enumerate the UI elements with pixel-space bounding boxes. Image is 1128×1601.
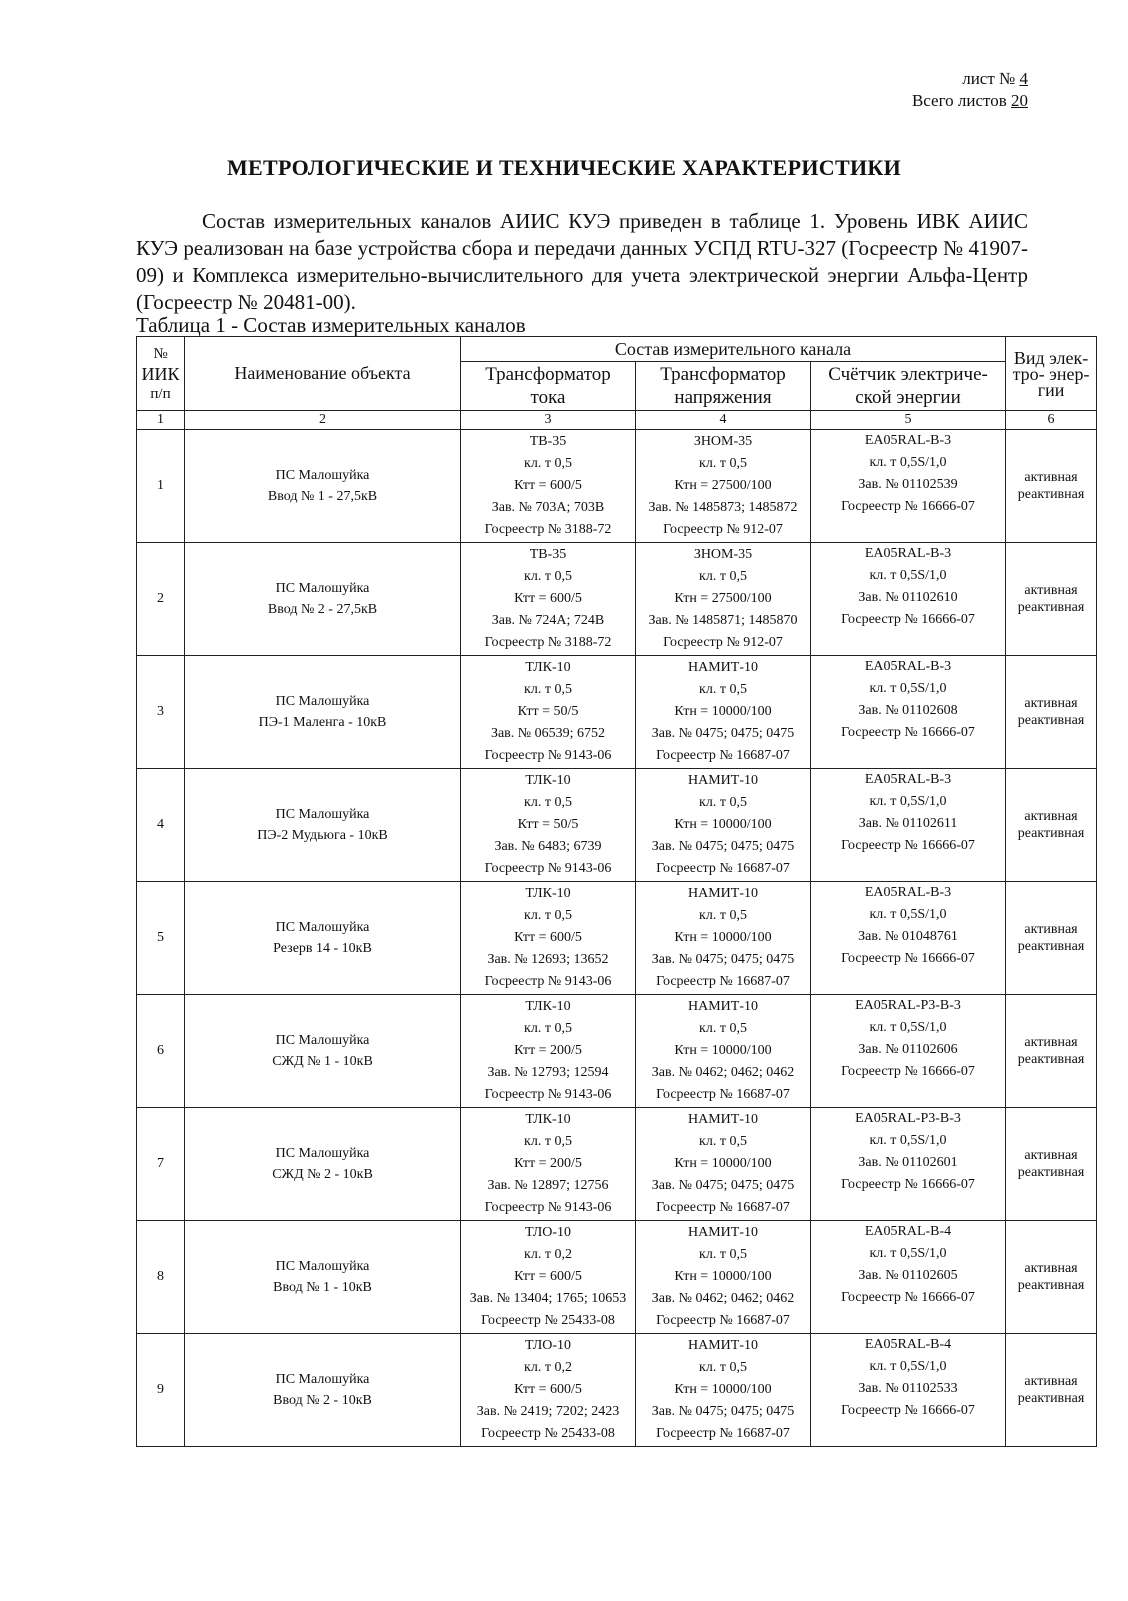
energy-kind <box>1006 656 1097 769</box>
ct-line: Зав. № 12793; 12594 <box>487 1065 609 1080</box>
column-number-row <box>137 411 1097 430</box>
meter-line: Зав. № 01048761 <box>858 929 958 944</box>
table-row <box>137 656 1097 769</box>
header-object: Наименование объекта <box>185 337 461 411</box>
ct-cell <box>461 769 636 882</box>
energy-kind-line: реактивная <box>1017 1391 1085 1406</box>
ct-line: ТЛК-10 <box>525 1112 571 1127</box>
object-line: Ввод № 2 - 10кВ <box>273 1393 372 1408</box>
energy-kind-line: активная <box>1024 922 1078 937</box>
vt-line: НАМИТ-10 <box>688 999 758 1014</box>
ct-cell <box>461 656 636 769</box>
vt-line: Зав. № 0462; 0462; 0462 <box>651 1065 795 1080</box>
table-row <box>137 543 1097 656</box>
meter-line: кл. т 0,5S/1,0 <box>869 1359 947 1374</box>
object-line: ПС Малошуйка <box>275 1372 370 1387</box>
vt-line: кл. т 0,5 <box>699 1247 747 1262</box>
object-name <box>185 882 461 995</box>
object-line: ПС Малошуйка <box>275 1146 370 1161</box>
vt-line: НАМИТ-10 <box>688 1112 758 1127</box>
meter-line: EA05RAL-B-3 <box>864 772 952 787</box>
table-row <box>137 1334 1097 1447</box>
meter-cell <box>811 430 1006 543</box>
ct-line: кл. т 0,5 <box>524 1134 572 1149</box>
ct-line: Госреестр № 9143-06 <box>484 748 612 763</box>
meter-line: Зав. № 01102539 <box>858 477 958 492</box>
vt-line: Зав. № 0475; 0475; 0475 <box>651 1178 795 1193</box>
vt-line: Госреестр № 16687-07 <box>656 1200 790 1215</box>
vt-line: Госреестр № 16687-07 <box>656 1313 790 1328</box>
object-line: Резерв 14 - 10кВ <box>273 941 372 956</box>
meter-cell <box>811 1334 1006 1447</box>
vt-cell <box>636 543 811 656</box>
ct-line: кл. т 0,5 <box>524 569 572 584</box>
ct-line: ТЛК-10 <box>525 660 571 675</box>
vt-line: Зав. № 1485871; 1485870 <box>648 613 798 628</box>
ct-line: Ктт = 600/5 <box>514 478 582 493</box>
energy-kind-line: реактивная <box>1017 1278 1085 1293</box>
header-vt: Трансформатор напряжения <box>636 362 811 411</box>
vt-line: Госреестр № 16687-07 <box>656 974 790 989</box>
object-name <box>185 769 461 882</box>
energy-kind-line: реактивная <box>1017 1165 1085 1180</box>
ct-line: Госреестр № 9143-06 <box>484 1200 612 1215</box>
meter-cell <box>811 769 1006 882</box>
ct-line: кл. т 0,5 <box>524 1021 572 1036</box>
energy-kind <box>1006 882 1097 995</box>
vt-line: Госреестр № 912-07 <box>663 635 783 650</box>
energy-kind-line: реактивная <box>1017 1052 1085 1067</box>
energy-kind-line: реактивная <box>1017 600 1085 615</box>
energy-kind-line: активная <box>1024 1374 1078 1389</box>
ct-cell <box>461 1221 636 1334</box>
ct-line: Ктт = 50/5 <box>517 817 579 832</box>
header-num: № ИИК п/п <box>137 337 185 411</box>
meter-line: Госреестр № 16666-07 <box>841 499 975 514</box>
ct-line: ТЛК-10 <box>525 886 571 901</box>
table-row <box>137 995 1097 1108</box>
vt-line: Ктн = 10000/100 <box>674 1382 772 1397</box>
meter-cell <box>811 995 1006 1108</box>
meter-cell <box>811 543 1006 656</box>
col-number: 2 <box>185 411 461 430</box>
row-number: 1 <box>137 430 185 543</box>
energy-kind-line: активная <box>1024 1261 1078 1276</box>
col-number: 4 <box>636 411 811 430</box>
col-number: 6 <box>1006 411 1097 430</box>
col-number: 1 <box>137 411 185 430</box>
energy-kind-line: активная <box>1024 1035 1078 1050</box>
vt-line: Зав. № 0475; 0475; 0475 <box>651 1404 795 1419</box>
vt-line: кл. т 0,5 <box>699 795 747 810</box>
vt-line: Ктн = 10000/100 <box>674 1156 772 1171</box>
ct-line: Госреестр № 25433-08 <box>481 1426 615 1441</box>
meter-line: EA05RAL-B-3 <box>864 885 952 900</box>
vt-line: Ктн = 27500/100 <box>674 591 772 606</box>
table-row <box>137 430 1097 543</box>
vt-line: НАМИТ-10 <box>688 1225 758 1240</box>
ct-line: Зав. № 703А; 703В <box>491 500 605 515</box>
table-row <box>137 882 1097 995</box>
meter-line: кл. т 0,5S/1,0 <box>869 794 947 809</box>
object-line: СЖД № 2 - 10кВ <box>272 1167 373 1182</box>
meter-cell <box>811 1108 1006 1221</box>
meter-line: EA05RAL-B-3 <box>864 659 952 674</box>
meter-line: EA05RAL-B-4 <box>864 1337 952 1352</box>
ct-line: Ктт = 200/5 <box>514 1156 582 1171</box>
energy-kind <box>1006 430 1097 543</box>
object-name <box>185 1334 461 1447</box>
header-energy-kind: Вид элек- тро- энер- гии <box>1006 337 1097 411</box>
vt-line: кл. т 0,5 <box>699 1021 747 1036</box>
energy-kind-line: активная <box>1024 1148 1078 1163</box>
ct-line: Ктт = 600/5 <box>514 591 582 606</box>
meter-line: EA05RAL-B-4 <box>864 1224 952 1239</box>
ct-line: кл. т 0,2 <box>524 1247 572 1262</box>
ct-line: Госреестр № 9143-06 <box>484 861 612 876</box>
meter-line: Зав. № 01102606 <box>858 1042 958 1057</box>
vt-line: Ктн = 10000/100 <box>674 1043 772 1058</box>
energy-kind-line: активная <box>1024 583 1078 598</box>
object-name <box>185 656 461 769</box>
energy-kind <box>1006 1108 1097 1221</box>
ct-line: кл. т 0,5 <box>524 908 572 923</box>
header-meter: Счётчик электриче- ской энергии <box>811 362 1006 411</box>
vt-line: Ктн = 10000/100 <box>674 704 772 719</box>
ct-line: Зав. № 13404; 1765; 10653 <box>469 1291 627 1306</box>
object-line: ПЭ-1 Маленга - 10кВ <box>258 715 387 730</box>
energy-kind-line: реактивная <box>1017 939 1085 954</box>
vt-line: кл. т 0,5 <box>699 569 747 584</box>
ct-line: Госреестр № 3188-72 <box>484 635 612 650</box>
row-number: 7 <box>137 1108 185 1221</box>
intro-paragraph: Состав измерительных каналов АИИС КУЭ приведен в таблице 1. Уровень ИВК АИИС КУЭ реализован на базе устройства сбора и передачи данных УСПД RTU-327 (Госреестр № 41907-09) и Комплекса измерительно-вычислительного для учета электрической энергии Альфа-Центр (Госреестр № 20481-00). <box>136 209 1028 314</box>
meter-line: Госреестр № 16666-07 <box>841 1064 975 1079</box>
object-name <box>185 543 461 656</box>
vt-line: кл. т 0,5 <box>699 456 747 471</box>
meter-line: Зав. № 01102611 <box>858 816 958 831</box>
meter-line: Госреестр № 16666-07 <box>841 725 975 740</box>
vt-line: НАМИТ-10 <box>688 773 758 788</box>
vt-line: кл. т 0,5 <box>699 1134 747 1149</box>
energy-kind <box>1006 769 1097 882</box>
meter-cell <box>811 1221 1006 1334</box>
vt-line: Зав. № 0462; 0462; 0462 <box>651 1291 795 1306</box>
ct-line: Зав. № 12897; 12756 <box>487 1178 609 1193</box>
vt-line: НАМИТ-10 <box>688 1338 758 1353</box>
page-title: МЕТРОЛОГИЧЕСКИЕ И ТЕХНИЧЕСКИЕ ХАРАКТЕРИСТИКИ <box>226 155 902 180</box>
row-number: 4 <box>137 769 185 882</box>
object-line: ПС Малошуйка <box>275 920 370 935</box>
vt-line: Зав. № 0475; 0475; 0475 <box>651 726 795 741</box>
row-number: 5 <box>137 882 185 995</box>
col-number: 5 <box>811 411 1006 430</box>
ct-line: кл. т 0,5 <box>524 456 572 471</box>
row-number: 9 <box>137 1334 185 1447</box>
vt-cell <box>636 882 811 995</box>
vt-line: ЗНОМ-35 <box>693 547 753 562</box>
ct-line: кл. т 0,5 <box>524 795 572 810</box>
vt-cell <box>636 1221 811 1334</box>
vt-line: Ктн = 10000/100 <box>674 930 772 945</box>
sheet-number-line: лист № 4 <box>962 69 1028 88</box>
object-line: ПС Малошуйка <box>275 1259 370 1274</box>
sheet-info <box>912 68 1028 112</box>
meter-line: кл. т 0,5S/1,0 <box>869 1133 947 1148</box>
meter-line: кл. т 0,5S/1,0 <box>869 907 947 922</box>
ct-cell <box>461 995 636 1108</box>
meter-line: EA05RAL-P3-B-3 <box>855 998 961 1013</box>
meter-line: Госреестр № 16666-07 <box>841 1290 975 1305</box>
ct-line: Госреестр № 3188-72 <box>484 522 612 537</box>
table-body <box>137 430 1097 1447</box>
ct-line: Ктт = 50/5 <box>517 704 579 719</box>
vt-line: НАМИТ-10 <box>688 660 758 675</box>
ct-line: кл. т 0,2 <box>524 1360 572 1375</box>
vt-line: Госреестр № 16687-07 <box>656 748 790 763</box>
row-number: 6 <box>137 995 185 1108</box>
ct-line: Ктт = 200/5 <box>514 1043 582 1058</box>
ct-line: ТВ-35 <box>529 547 567 562</box>
vt-cell <box>636 1334 811 1447</box>
energy-kind-line: реактивная <box>1017 826 1085 841</box>
energy-kind-line: активная <box>1024 470 1078 485</box>
vt-line: Ктн = 27500/100 <box>674 478 772 493</box>
object-name <box>185 430 461 543</box>
ct-line: Госреестр № 9143-06 <box>484 1087 612 1102</box>
ct-line: Зав. № 6483; 6739 <box>494 839 602 854</box>
object-line: ПС Малошуйка <box>275 807 370 822</box>
meter-line: Зав. № 01102608 <box>858 703 958 718</box>
sheet-number: 4 <box>1019 69 1028 88</box>
vt-cell <box>636 656 811 769</box>
vt-cell <box>636 995 811 1108</box>
channels-table <box>136 336 1097 1447</box>
object-name <box>185 1221 461 1334</box>
meter-line: Госреестр № 16666-07 <box>841 612 975 627</box>
object-name <box>185 1108 461 1221</box>
ct-cell <box>461 430 636 543</box>
row-number: 3 <box>137 656 185 769</box>
vt-line: НАМИТ-10 <box>688 886 758 901</box>
energy-kind-line: активная <box>1024 809 1078 824</box>
meter-line: кл. т 0,5S/1,0 <box>869 568 947 583</box>
meter-line: Зав. № 01102610 <box>858 590 958 605</box>
meter-line: Госреестр № 16666-07 <box>841 951 975 966</box>
table-row <box>137 769 1097 882</box>
meter-line: Зав. № 01102533 <box>858 1381 958 1396</box>
ct-line: Госреестр № 9143-06 <box>484 974 612 989</box>
ct-line: Госреестр № 25433-08 <box>481 1313 615 1328</box>
vt-line: кл. т 0,5 <box>699 682 747 697</box>
ct-line: Ктт = 600/5 <box>514 1269 582 1284</box>
meter-line: Зав. № 01102605 <box>858 1268 958 1283</box>
meter-cell <box>811 882 1006 995</box>
meter-line: Госреестр № 16666-07 <box>841 1177 975 1192</box>
meter-line: кл. т 0,5S/1,0 <box>869 455 947 470</box>
energy-kind <box>1006 1334 1097 1447</box>
ct-line: ТЛК-10 <box>525 773 571 788</box>
meter-line: кл. т 0,5S/1,0 <box>869 1246 947 1261</box>
meter-line: кл. т 0,5S/1,0 <box>869 681 947 696</box>
object-line: ПС Малошуйка <box>275 1033 370 1048</box>
table-row <box>137 1108 1097 1221</box>
vt-line: Зав. № 1485873; 1485872 <box>648 500 798 515</box>
vt-line: Зав. № 0475; 0475; 0475 <box>651 952 795 967</box>
object-line: ПС Малошуйка <box>275 581 370 596</box>
vt-line: Ктн = 10000/100 <box>674 817 772 832</box>
energy-kind <box>1006 995 1097 1108</box>
object-line: ПС Малошуйка <box>275 468 370 483</box>
vt-line: ЗНОМ-35 <box>693 434 753 449</box>
ct-line: Зав. № 12693; 13652 <box>487 952 609 967</box>
ct-line: Ктт = 600/5 <box>514 1382 582 1397</box>
object-line: СЖД № 1 - 10кВ <box>272 1054 373 1069</box>
vt-line: Ктн = 10000/100 <box>674 1269 772 1284</box>
ct-line: ТЛО-10 <box>524 1225 572 1240</box>
vt-line: Зав. № 0475; 0475; 0475 <box>651 839 795 854</box>
meter-line: EA05RAL-B-3 <box>864 546 952 561</box>
ct-line: кл. т 0,5 <box>524 682 572 697</box>
ct-cell <box>461 1334 636 1447</box>
vt-line: Госреестр № 912-07 <box>663 522 783 537</box>
vt-line: Госреестр № 16687-07 <box>656 861 790 876</box>
vt-cell <box>636 1108 811 1221</box>
sheet-total: 20 <box>1011 91 1028 110</box>
energy-kind-line: реактивная <box>1017 487 1085 502</box>
object-line: Ввод № 1 - 27,5кВ <box>267 489 378 504</box>
object-line: Ввод № 2 - 27,5кВ <box>267 602 378 617</box>
meter-line: кл. т 0,5S/1,0 <box>869 1020 947 1035</box>
meter-cell <box>811 656 1006 769</box>
energy-kind <box>1006 1221 1097 1334</box>
vt-line: Госреестр № 16687-07 <box>656 1426 790 1441</box>
object-name <box>185 995 461 1108</box>
ct-line: Зав. № 06539; 6752 <box>490 726 606 741</box>
object-line: Ввод № 1 - 10кВ <box>273 1280 372 1295</box>
energy-kind-line: реактивная <box>1017 713 1085 728</box>
vt-cell <box>636 769 811 882</box>
meter-line: EA05RAL-P3-B-3 <box>855 1111 961 1126</box>
energy-kind <box>1006 543 1097 656</box>
ct-line: ТЛО-10 <box>524 1338 572 1353</box>
vt-cell <box>636 430 811 543</box>
meter-line: Госреестр № 16666-07 <box>841 838 975 853</box>
header-row-1 <box>137 337 1097 362</box>
ct-line: ТВ-35 <box>529 434 567 449</box>
ct-cell <box>461 543 636 656</box>
vt-line: кл. т 0,5 <box>699 908 747 923</box>
row-number: 2 <box>137 543 185 656</box>
meter-line: Зав. № 01102601 <box>858 1155 958 1170</box>
vt-line: Госреестр № 16687-07 <box>656 1087 790 1102</box>
ct-cell <box>461 1108 636 1221</box>
ct-line: Зав. № 724А; 724В <box>491 613 605 628</box>
object-line: ПС Малошуйка <box>275 694 370 709</box>
table-row <box>137 1221 1097 1334</box>
meter-line: EA05RAL-B-3 <box>864 433 952 448</box>
meter-line: Госреестр № 16666-07 <box>841 1403 975 1418</box>
col-number: 3 <box>461 411 636 430</box>
table-caption: Таблица 1 - Состав измерительных каналов <box>136 313 526 337</box>
row-number: 8 <box>137 1221 185 1334</box>
ct-cell <box>461 882 636 995</box>
ct-line: Ктт = 600/5 <box>514 930 582 945</box>
sheet-total-line: Всего листов 20 <box>911 91 1028 110</box>
vt-line: кл. т 0,5 <box>699 1360 747 1375</box>
ct-line: Зав. № 2419; 7202; 2423 <box>476 1404 620 1419</box>
object-line: ПЭ-2 Мудьюга - 10кВ <box>257 828 388 843</box>
header-ct: Трансформатор тока <box>461 362 636 411</box>
energy-kind-line: активная <box>1024 696 1078 711</box>
header-composition: Состав измерительного канала <box>461 337 1006 362</box>
ct-line: ТЛК-10 <box>525 999 571 1014</box>
